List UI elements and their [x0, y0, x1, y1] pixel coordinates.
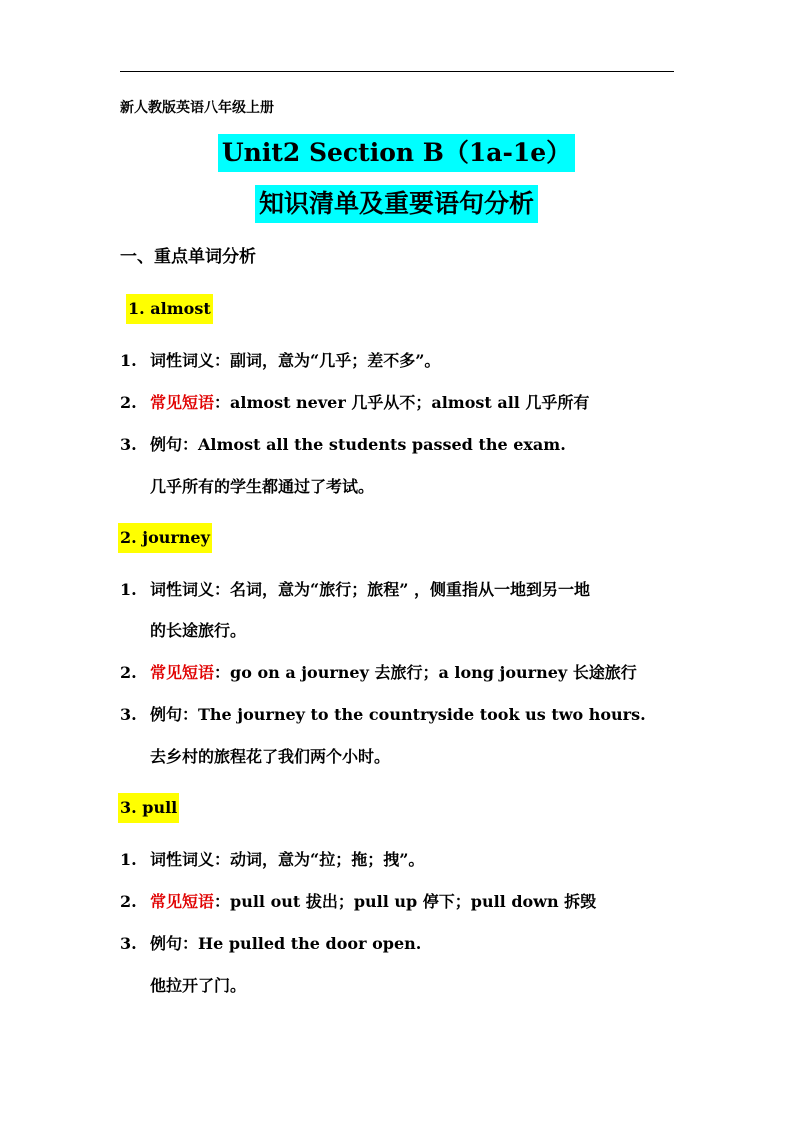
word-1-example	[120, 434, 566, 456]
phrase-label: 常见短语	[150, 663, 215, 682]
phrase-text: ：pull out 拔出；pull up 停下；pull down 拆毁	[214, 892, 597, 911]
word-heading-pull: 3. pull	[118, 793, 179, 823]
title-line-2: 知识清单及重要语句分析	[255, 185, 538, 223]
meaning-text: 词性词义：名词，意为“旅行；旅程” ，侧重指从一地到另一地	[150, 580, 590, 599]
word-1-example-translation: 几乎所有的学生都通过了考试。	[150, 477, 375, 496]
list-number: 2.	[120, 892, 137, 911]
word-3-meaning	[120, 849, 424, 871]
phrase-text: ：go on a journey 去旅行；a long journey 长途旅行	[214, 663, 637, 682]
phrase-label: 常见短语	[150, 393, 215, 412]
word-heading-almost: 1. almost	[126, 294, 213, 324]
section-heading: 一、重点单词分析	[120, 247, 256, 267]
word-2-example	[120, 704, 646, 726]
header-rule	[120, 71, 674, 72]
example-english: 例句：Almost all the students passed the exam.	[150, 435, 566, 454]
example-english: 例句：He pulled the door open.	[150, 934, 422, 953]
word-heading-journey: 2. journey	[118, 523, 212, 553]
list-number: 3.	[120, 435, 137, 454]
word-2-example-translation: 去乡村的旅程花了我们两个小时。	[150, 747, 391, 766]
phrase-text: ：almost never 几乎从不；almost all 几乎所有	[214, 393, 590, 412]
word-3-phrases	[120, 891, 596, 913]
meaning-text: 词性词义：动词，意为“拉；拖；拽”。	[150, 850, 425, 869]
list-number: 3.	[120, 934, 137, 953]
title-line-1: Unit2 Section B（1a-1e）	[218, 134, 575, 172]
title-line-1-wrap	[0, 134, 793, 172]
word-3-example	[120, 933, 421, 955]
meaning-text: 词性词义：副词，意为“几乎；差不多”。	[150, 351, 441, 370]
word-2-phrases	[120, 662, 637, 684]
phrase-label: 常见短语	[150, 892, 215, 911]
list-number: 3.	[120, 705, 137, 724]
word-1-meaning	[120, 350, 440, 372]
word-1-phrases	[120, 392, 589, 414]
list-number: 1.	[120, 351, 137, 370]
list-number: 1.	[120, 580, 137, 599]
example-english: 例句：The journey to the countryside took us two hours.	[150, 705, 646, 724]
word-2-meaning-continued: 的长途旅行。	[150, 621, 247, 640]
word-2-meaning	[120, 579, 590, 601]
word-3-example-translation: 他拉开了门。	[150, 976, 247, 995]
list-number: 1.	[120, 850, 137, 869]
header-note: 新人教版英语八年级上册	[120, 100, 274, 116]
list-number: 2.	[120, 393, 137, 412]
list-number: 2.	[120, 663, 137, 682]
title-line-2-wrap	[0, 185, 793, 223]
